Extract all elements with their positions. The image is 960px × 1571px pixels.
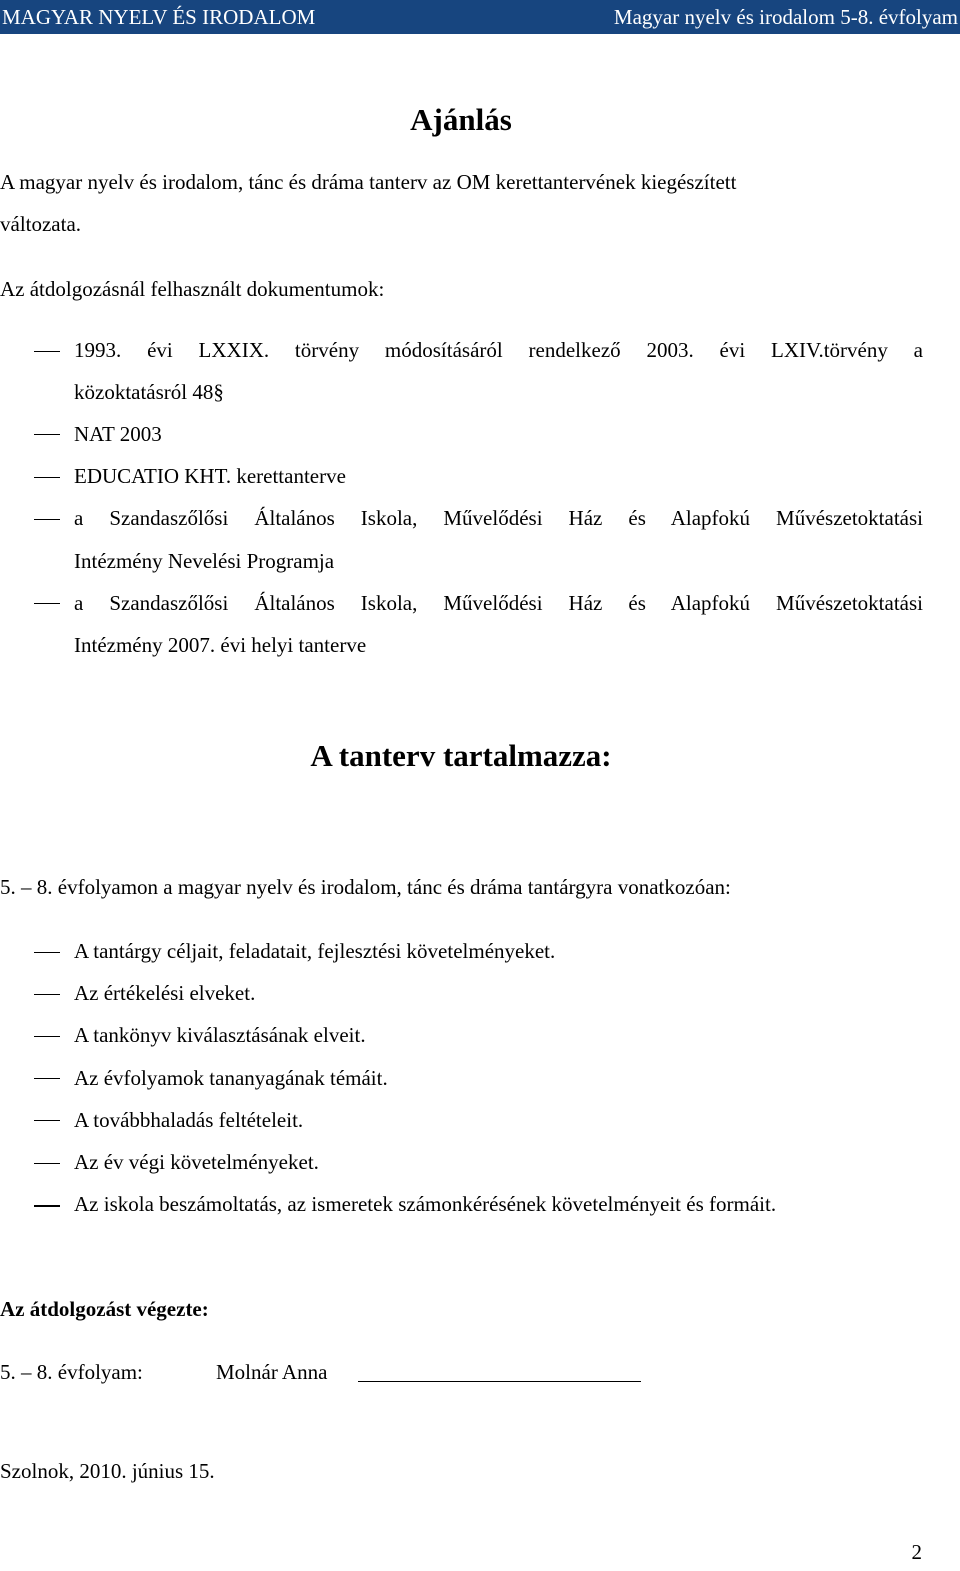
header-left: MAGYAR NYELV ÉS IRODALOM [2,5,316,29]
dash-bullet [34,1163,60,1164]
intro-line-2: változata. [0,212,82,236]
revised-name: Molnár Anna [216,1360,328,1384]
dash-bullet [34,603,60,604]
revised-grade: 5. – 8. évfolyam: [0,1360,143,1384]
dash-bullet [34,434,60,435]
document-item-line-2: közoktatásról 48§ [74,380,224,404]
document-item-line-1: a Szandaszőlősi Általános Iskola, Művelődési Ház és Alapfokú Művészetoktatási [74,591,923,615]
contents-item-text: Az értékelési elveket. [74,981,256,1005]
document-item-line-1: 1993. évi LXXIX. törvény módosításáról rendelkező 2003. évi LXIV.törvény a [74,338,923,362]
document-item-line-1: EDUCATIO KHT. kerettanterve [74,464,346,488]
page-header [0,0,960,34]
dash-bullet [34,477,60,478]
contents-item-text: Az év végi követelményeket. [74,1150,319,1174]
dash-bullet [34,1036,60,1037]
document-item-line-1: NAT 2003 [74,422,162,446]
dash-bullet [34,952,60,953]
page-number: 2 [911,1540,922,1564]
documents-label: Az átdolgozásnál felhasznált dokumentumok: [0,277,385,301]
document-item-line-1: a Szandaszőlősi Általános Iskola, Művelődési Ház és Alapfokú Művészetoktatási [74,506,923,530]
dash-bullet [34,1120,60,1121]
page-title: Ajánlás [410,102,512,137]
dash-bullet [34,1078,60,1079]
contents-item-text: A tantárgy céljait, feladatait, fejlesztési követelményeket. [74,939,556,963]
signature-line [358,1381,641,1382]
section-title: A tanterv tartalmazza: [310,738,612,773]
place-date: Szolnok, 2010. június 15. [0,1459,215,1483]
document-item-line-2: Intézmény 2007. évi helyi tanterve [74,633,367,657]
contents-item-text: Az iskola beszámoltatás, az ismeretek számonkérésének követelményeit és formáit. [74,1192,777,1216]
dash-bullet [34,519,60,520]
document-item-line-2: Intézmény Nevelési Programja [74,549,335,573]
contents-item-text: A tankönyv kiválasztásának elveit. [74,1023,366,1047]
contents-item-text: A továbbhaladás feltételeit. [74,1108,304,1132]
intro-line-1: A magyar nyelv és irodalom, tánc és dráma tanterv az OM kerettantervének kiegészített [0,170,737,194]
dash-bullet [34,351,60,352]
dash-bullet [34,1205,60,1207]
header-right: Magyar nyelv és irodalom 5-8. évfolyam [613,5,958,29]
dash-bullet [34,994,60,995]
revised-by-label: Az átdolgozást végezte: [0,1297,209,1321]
contains-intro: 5. – 8. évfolyamon a magyar nyelv és irodalom, tánc és dráma tantárgyra vonatkozóan: [0,875,731,899]
contents-item-text: Az évfolyamok tananyagának témáit. [74,1066,388,1090]
